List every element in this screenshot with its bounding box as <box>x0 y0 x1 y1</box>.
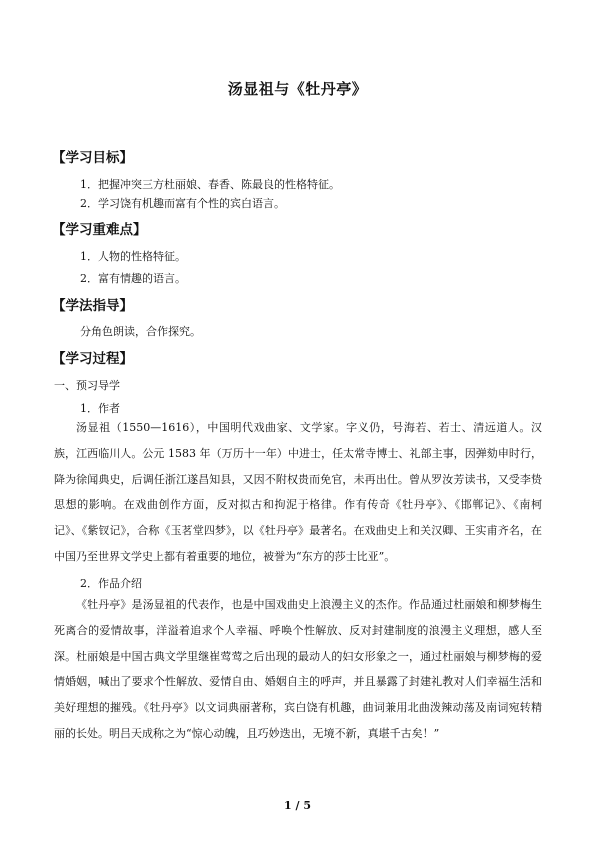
heading-method: 【学法指导】 <box>52 298 133 314</box>
key-point-item-2: 2．富有情趣的语言。 <box>80 272 186 285</box>
goal-item-2: 2．学习饶有机趣而富有个性的宾白语言。 <box>80 197 285 210</box>
work-paragraph: 《牡丹亭》是汤显祖的代表作，也是中国戏曲史上浪漫主义的杰作。作品通过杜丽娘和柳梦梅生死离合的爱情故事，洋溢着追求个人幸福、呼唤个性解放、反对封建制度的浪漫主义理想，感人至深。杜丽娘是中国古典文学里继崔莺莺之后出现的最动人的妇女形象之一，通过杜丽娘与柳梦梅的爱情婚姻，喊出了要求个性解放、爱情自由、婚姻自主的呼声，并且暴露了封建礼教对人们幸福生活和美好理想的摧残。《牡丹亭》以文词典丽著称，宾白饶有机趣，曲词兼用北曲泼辣动荡及南词宛转精丽的长处。明吕天成称之为“惊心动魄，且巧妙迭出，无境不新，真堪千古矣！” <box>54 598 542 740</box>
heading-process: 【学习过程】 <box>52 351 133 367</box>
process-sub-author: 1．作者 <box>80 402 120 415</box>
page-number: 1 / 5 <box>284 799 311 812</box>
goal-item-1: 1．把握冲突三方杜丽娘、春香、陈最良的性格特征。 <box>80 178 340 191</box>
author-paragraph: 汤显祖（1550—1616），中国明代戏曲家、文学家。字义仍，号海若、若士、清远道人。汉族，江西临川人。公元 1583 年（万历十一年）中进士，任太常寺博士、礼部主事，因弹劾申时行，降为徐闻典史，后调任浙江遂昌知县，又因不附权贵而免官，未再出仕。曾从罗汝芳读书，又受李贽思想的影响。在戏曲创作方面，反对拟古和拘泥于格律。作有传奇《牡丹亭》、《邯郸记》、《南柯记》、《紫钗记》，合称《玉茗堂四梦》，以《牡丹亭》最著名。在戏曲史上和关汉卿、王实甫齐名，在中国乃至世界文学史上都有着重要的地位，被誉为“东方的莎士比亚”。 <box>54 421 542 563</box>
process-part-1: 一、预习导学 <box>54 379 120 392</box>
method-item-1: 分角色朗读，合作探究。 <box>80 325 201 338</box>
heading-key-points: 【学习重难点】 <box>52 222 147 238</box>
page-title: 汤显祖与《牡丹亭》 <box>227 80 368 98</box>
key-point-item-1: 1．人物的性格特征。 <box>80 250 186 263</box>
process-sub-work: 2．作品介绍 <box>80 577 142 590</box>
heading-learning-goals: 【学习目标】 <box>52 150 133 166</box>
